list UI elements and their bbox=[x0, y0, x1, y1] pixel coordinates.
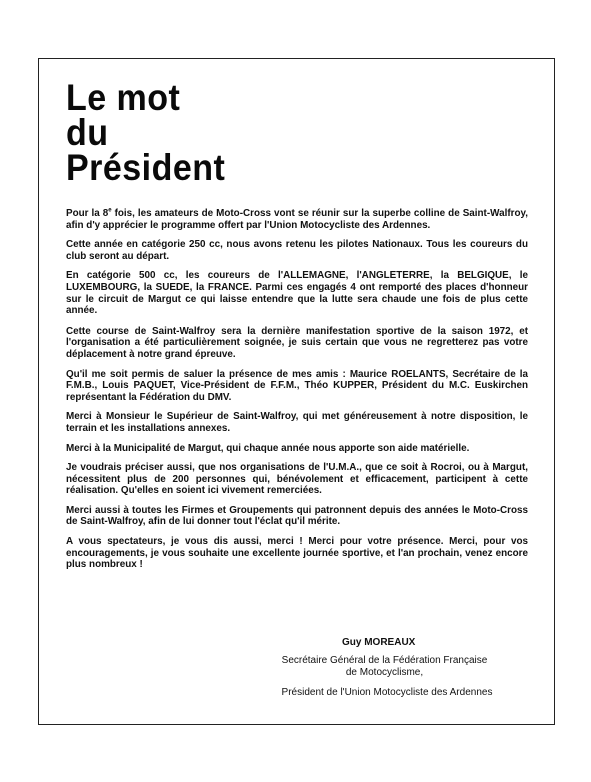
paragraph-5: Qu'il me soit permis de saluer la présence de mes amis : Maurice ROELANTS, Secrétaire de la F.M.B., Louis PAQUET, Vice-Président de F.F.M., Théo KUPPER, Président du M.C. Euskirchen représentant la Fédération du DMV. bbox=[66, 368, 528, 403]
ordinal-superscript: e bbox=[108, 207, 112, 214]
paragraph-2: Cette année en catégorie 250 cc, nous avons retenu les pilotes Nationaux. Tous les coureurs du club seront au départ. bbox=[66, 239, 528, 262]
paragraph-1-rest: fois, les amateurs de Moto-Cross vont se réunir sur la superbe colline de Saint-Walfroy, afin d'y apprécier le programme offert par l'Union Motocycliste des Ardennes. bbox=[66, 208, 528, 231]
paragraph-1-start: Pour la 8 bbox=[66, 208, 109, 219]
signature-role-2: Président de l'Union Motocycliste des Ardennes bbox=[281, 687, 493, 698]
letter-body bbox=[66, 208, 528, 579]
paragraph-10: A vous spectateurs, je vous dis aussi, merci ! Merci pour votre présence. Merci, pour vos encouragements, je vous souhaite une excellente journée sportive, et l'an prochain, venez encore plus nombreux ! bbox=[66, 536, 528, 571]
title-line-1: Le mot bbox=[66, 77, 181, 118]
paragraph-9: Merci aussi à toutes les Firmes et Groupements qui patronnent depuis des années le Moto-Cross de Saint-Walfroy, afin de lui donner tout l'éclat qu'il mérite. bbox=[66, 504, 528, 528]
signature-role-1 bbox=[252, 655, 517, 679]
title-line-3: Président bbox=[66, 147, 226, 188]
paragraph-1 bbox=[66, 208, 528, 231]
paragraph-3: En catégorie 500 cc, les coureurs de l'ALLEMAGNE, l'ANGLETERRE, la BELGIQUE, le LUXEMBOURG, la SUEDE, la FRANCE. Parmi ces engagés 4 ont remporté des places d'honneur sur le circuit de Margut ce qui laisse entendre que la lutte sera chaude une fois de plus cette année. bbox=[66, 270, 528, 317]
paragraph-8: Je voudrais préciser aussi, que nos organisations de l'U.M.A., que ce soit à Rocroi, ou à Margut, nécessitent plus de 200 personnes qui, bénévolement et efficacement, participent à cette réalisation. Qu'elles en soient ici vivement remerciées. bbox=[66, 462, 528, 497]
paragraph-6: Merci à Monsieur le Supérieur de Saint-Walfroy, qui met généreusement à notre disposition, le terrain et les installations annexes. bbox=[66, 411, 528, 434]
title-line-2: du bbox=[66, 112, 109, 153]
signature-role-1-line-2: de Motocyclisme, bbox=[345, 667, 424, 678]
signature-name: Guy MOREAUX bbox=[342, 637, 416, 648]
paragraph-7: Merci à la Municipalité de Margut, qui chaque année nous apporte son aide matérielle. bbox=[66, 442, 470, 454]
signature-role-1-line-1: Secrétaire Général de la Fédération Française bbox=[281, 655, 488, 666]
page-title bbox=[66, 77, 226, 188]
paragraph-4: Cette course de Saint-Walfroy sera la dernière manifestation sportive de la saison 1972, et l'organisation a été particulièrement soignée, je suis certain que vous ne regretterez pas votre déplacement à notre grand épreuve. bbox=[66, 325, 528, 360]
